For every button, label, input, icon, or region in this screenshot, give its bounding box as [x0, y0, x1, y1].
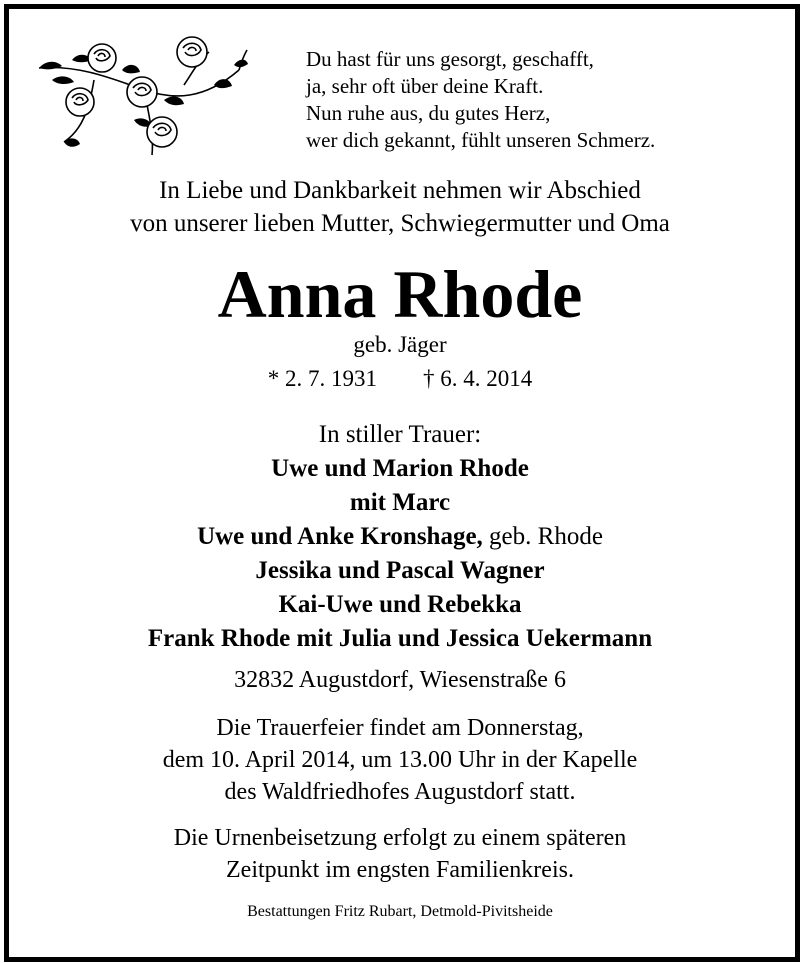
intro-line: von unserer lieben Mutter, Schwiegermutter und Oma: [130, 210, 670, 237]
intro-line: In Liebe und Dankbarkeit nehmen wir Abschied: [159, 177, 641, 204]
death-date: † 6. 4. 2014: [423, 366, 533, 391]
mourner-names: Uwe und Anke Kronshage,: [197, 523, 483, 550]
deceased-name: Anna Rhode: [217, 256, 583, 332]
birth-date: * 2. 7. 1931: [267, 366, 377, 391]
birth-name: geb. Jäger: [353, 332, 447, 357]
service-line: Die Trauerfeier findet am Donnerstag,: [216, 715, 584, 741]
service-line: dem 10. April 2014, um 13.00 Uhr in der Kapelle: [162, 747, 638, 773]
life-dates: [0, 364, 800, 394]
mourner-line: Uwe und Marion Rhode: [271, 455, 529, 482]
funeral-service-info: [0, 712, 800, 808]
mourner-suffix: geb. Rhode: [482, 523, 603, 550]
mourner-line: Frank Rhode mit Julia und Jessica Uekermann: [147, 625, 653, 652]
mourner-line: Kai-Uwe und Rebekka: [278, 591, 522, 618]
urn-burial-info: [0, 822, 800, 886]
roses-illustration-icon: [34, 30, 249, 160]
mourner-line: Jessika und Pascal Wagner: [255, 557, 545, 584]
address: 32832 Augustdorf, Wiesenstraße 6: [234, 667, 566, 693]
service-line: des Waldfriedhofes Augustdorf statt.: [224, 779, 576, 805]
poem-line: Du hast für uns gesorgt, geschafft,: [306, 47, 594, 71]
poem-line: ja, sehr oft über deine Kraft.: [306, 74, 544, 98]
mourners-list: [0, 418, 800, 656]
urn-line: Zeitpunkt im engsten Familienkreis.: [226, 857, 574, 883]
funeral-home-credit: Bestattungen Fritz Rubart, Detmold-Pivitsheide: [247, 903, 553, 920]
mourner-line: mit Marc: [349, 489, 451, 516]
poem-line: Nun ruhe aus, du gutes Herz,: [306, 101, 551, 125]
intro-text: [0, 174, 800, 240]
poem-line: wer dich gekannt, fühlt unseren Schmerz.: [306, 128, 656, 152]
urn-line: Die Urnenbeisetzung erfolgt zu einem späteren: [173, 825, 627, 851]
mourner-line: [0, 520, 800, 554]
mourners-heading: In stiller Trauer:: [318, 421, 482, 448]
poem: [306, 46, 655, 154]
